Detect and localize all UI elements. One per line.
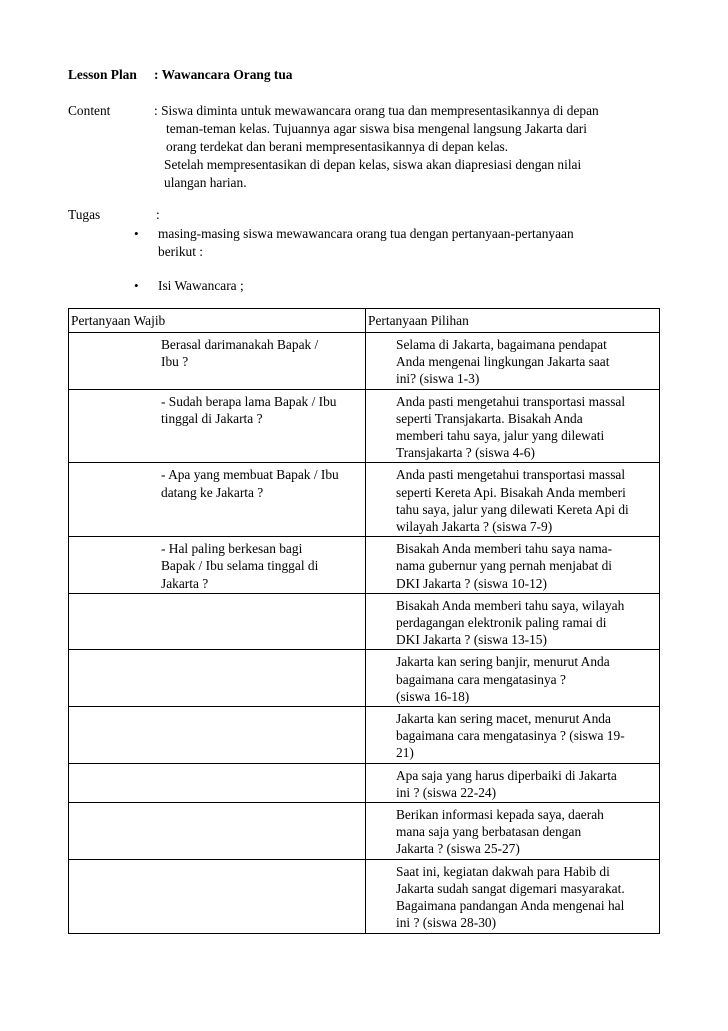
content-line: Setelah mempresentasikan di depan kelas, siswa akan diapresiasi dengan nilai xyxy=(164,157,582,172)
bullet-icon: • xyxy=(134,226,139,241)
pilihan-line: ini? (siswa 1-3) xyxy=(396,371,480,387)
pilihan-line: bagaimana cara mengatasinya ? (siswa 19- xyxy=(396,728,625,744)
pilihan-cell xyxy=(366,389,660,463)
lesson-plan-label: Lesson Plan xyxy=(68,67,137,82)
content-line: ulangan harian. xyxy=(164,175,247,190)
pilihan-cell xyxy=(366,859,660,933)
pilihan-line: Berikan informasi kepada saya, daerah xyxy=(396,807,604,823)
pilihan-line: Jakarta sudah sangat digemari masyarakat. xyxy=(396,880,625,896)
pilihan-line: Jakarta ? (siswa 25-27) xyxy=(396,841,520,857)
table-row xyxy=(69,803,660,860)
content-label: Content xyxy=(68,103,111,118)
wajib-cell xyxy=(69,537,366,594)
wajib-cell xyxy=(69,859,366,933)
wajib-line: - Apa yang membuat Bapak / Ibu xyxy=(161,467,339,483)
interview-table xyxy=(68,308,660,934)
pilihan-line: Bisakah Anda memberi tahu saya, wilayah xyxy=(396,597,625,613)
pilihan-cell xyxy=(366,707,660,764)
wajib-line: tinggal di Jakarta ? xyxy=(161,410,263,426)
pilihan-cell xyxy=(366,333,660,390)
wajib-line: Ibu ? xyxy=(161,354,189,370)
pilihan-cell xyxy=(366,650,660,707)
wajib-cell xyxy=(69,593,366,650)
pilihan-cell xyxy=(366,803,660,860)
pilihan-line: memberi tahu saya, jalur yang dilewati xyxy=(396,428,605,444)
wajib-line: Jakarta ? xyxy=(161,575,209,591)
pilihan-line: Anda pasti mengetahui transportasi massal xyxy=(396,393,626,409)
pilihan-line: Selama di Jakarta, bagaimana pendapat xyxy=(396,337,607,352)
tugas-bullet-text: masing-masing siswa mewawancara orang tua dengan pertanyaan-pertanyaan xyxy=(158,226,574,241)
wajib-cell xyxy=(69,803,366,860)
pilihan-line: DKI Jakarta ? (siswa 13-15) xyxy=(396,632,547,648)
wajib-cell xyxy=(69,763,366,802)
table-header-row xyxy=(69,309,660,333)
pilihan-line: Bagaimana pandangan Anda mengenai hal xyxy=(396,898,625,914)
table-row xyxy=(69,650,660,707)
pilihan-cell xyxy=(366,593,660,650)
wajib-cell xyxy=(69,707,366,764)
pilihan-line: Saat ini, kegiatan dakwah para Habib di xyxy=(396,863,610,879)
pilihan-line: seperti Transjakarta. Bisakah Anda xyxy=(396,410,583,426)
pilihan-line: mana saja yang berbatasan dengan xyxy=(396,824,582,840)
pilihan-line: perdagangan elektronik paling ramai di xyxy=(396,615,607,631)
pilihan-cell xyxy=(366,537,660,594)
table-row xyxy=(69,537,660,594)
wajib-cell xyxy=(69,650,366,707)
table-row xyxy=(69,707,660,764)
content-line: teman-teman kelas. Tujuannya agar siswa bisa mengenal langsung Jakarta dari xyxy=(166,121,587,136)
pilihan-line: seperti Kereta Api. Bisakah Anda memberi xyxy=(396,484,626,500)
tugas-bullet-text: Isi Wawancara ; xyxy=(158,278,244,293)
pilihan-line: Jakarta kan sering macet, menurut Anda xyxy=(396,711,611,727)
pilihan-line: Transjakarta ? (siswa 4-6) xyxy=(396,445,535,461)
table-row xyxy=(69,763,660,802)
pilihan-line: nama gubernur yang pernah menjabat di xyxy=(396,558,613,574)
wajib-line: Bapak / Ibu selama tinggal di xyxy=(161,558,319,574)
tugas-bullet-text: berikut : xyxy=(158,244,203,259)
pilihan-line: (siswa 16-18) xyxy=(396,688,470,704)
table-row xyxy=(69,593,660,650)
pilihan-line: Anda pasti mengetahui transportasi massal xyxy=(396,467,626,483)
table-row xyxy=(69,859,660,933)
tugas-label: Tugas xyxy=(68,207,101,222)
pilihan-cell xyxy=(366,763,660,802)
bullet-icon: • xyxy=(134,278,139,293)
pilihan-line: tahu saya, jalur yang dilewati Kereta Api di xyxy=(396,501,629,517)
pilihan-line: bagaimana cara mengatasinya ? xyxy=(396,671,566,687)
wajib-cell xyxy=(69,389,366,463)
content-line: : Siswa diminta untuk mewawancara orang tua dan mempresentasikannya di depan xyxy=(154,103,599,118)
lesson-plan-title: : Wawancara Orang tua xyxy=(154,67,293,82)
pilihan-line: DKI Jakarta ? (siswa 10-12) xyxy=(396,575,547,591)
header-pertanyaan-pilihan: Pertanyaan Pilihan xyxy=(366,309,660,333)
wajib-line: datang ke Jakarta ? xyxy=(161,484,264,500)
pilihan-cell xyxy=(366,463,660,537)
pilihan-line: ini ? (siswa 28-30) xyxy=(396,915,497,931)
table-row xyxy=(69,463,660,537)
wajib-cell xyxy=(69,333,366,390)
wajib-line: - Sudah berapa lama Bapak / Ibu xyxy=(161,393,337,409)
wajib-cell xyxy=(69,463,366,537)
header-pertanyaan-wajib: Pertanyaan Wajib xyxy=(69,309,366,333)
table-row xyxy=(69,333,660,390)
table-row xyxy=(69,389,660,463)
pilihan-line: 21) xyxy=(396,745,414,761)
pilihan-line: Bisakah Anda memberi tahu saya nama- xyxy=(396,541,613,557)
wajib-line: - Hal paling berkesan bagi xyxy=(161,541,303,557)
pilihan-line: wilayah Jakarta ? (siswa 7-9) xyxy=(396,519,553,535)
content-line: orang terdekat dan berani mempresentasikannya di depan kelas. xyxy=(166,139,509,154)
tugas-colon: : xyxy=(156,207,160,222)
wajib-line: Berasal darimanakah Bapak / xyxy=(161,337,319,352)
pilihan-line: ini ? (siswa 22-24) xyxy=(396,784,497,800)
pilihan-line: Apa saja yang harus diperbaiki di Jakarta xyxy=(396,767,617,783)
pilihan-line: Jakarta kan sering banjir, menurut Anda xyxy=(396,654,610,670)
pilihan-line: Anda mengenai lingkungan Jakarta saat xyxy=(396,354,610,370)
